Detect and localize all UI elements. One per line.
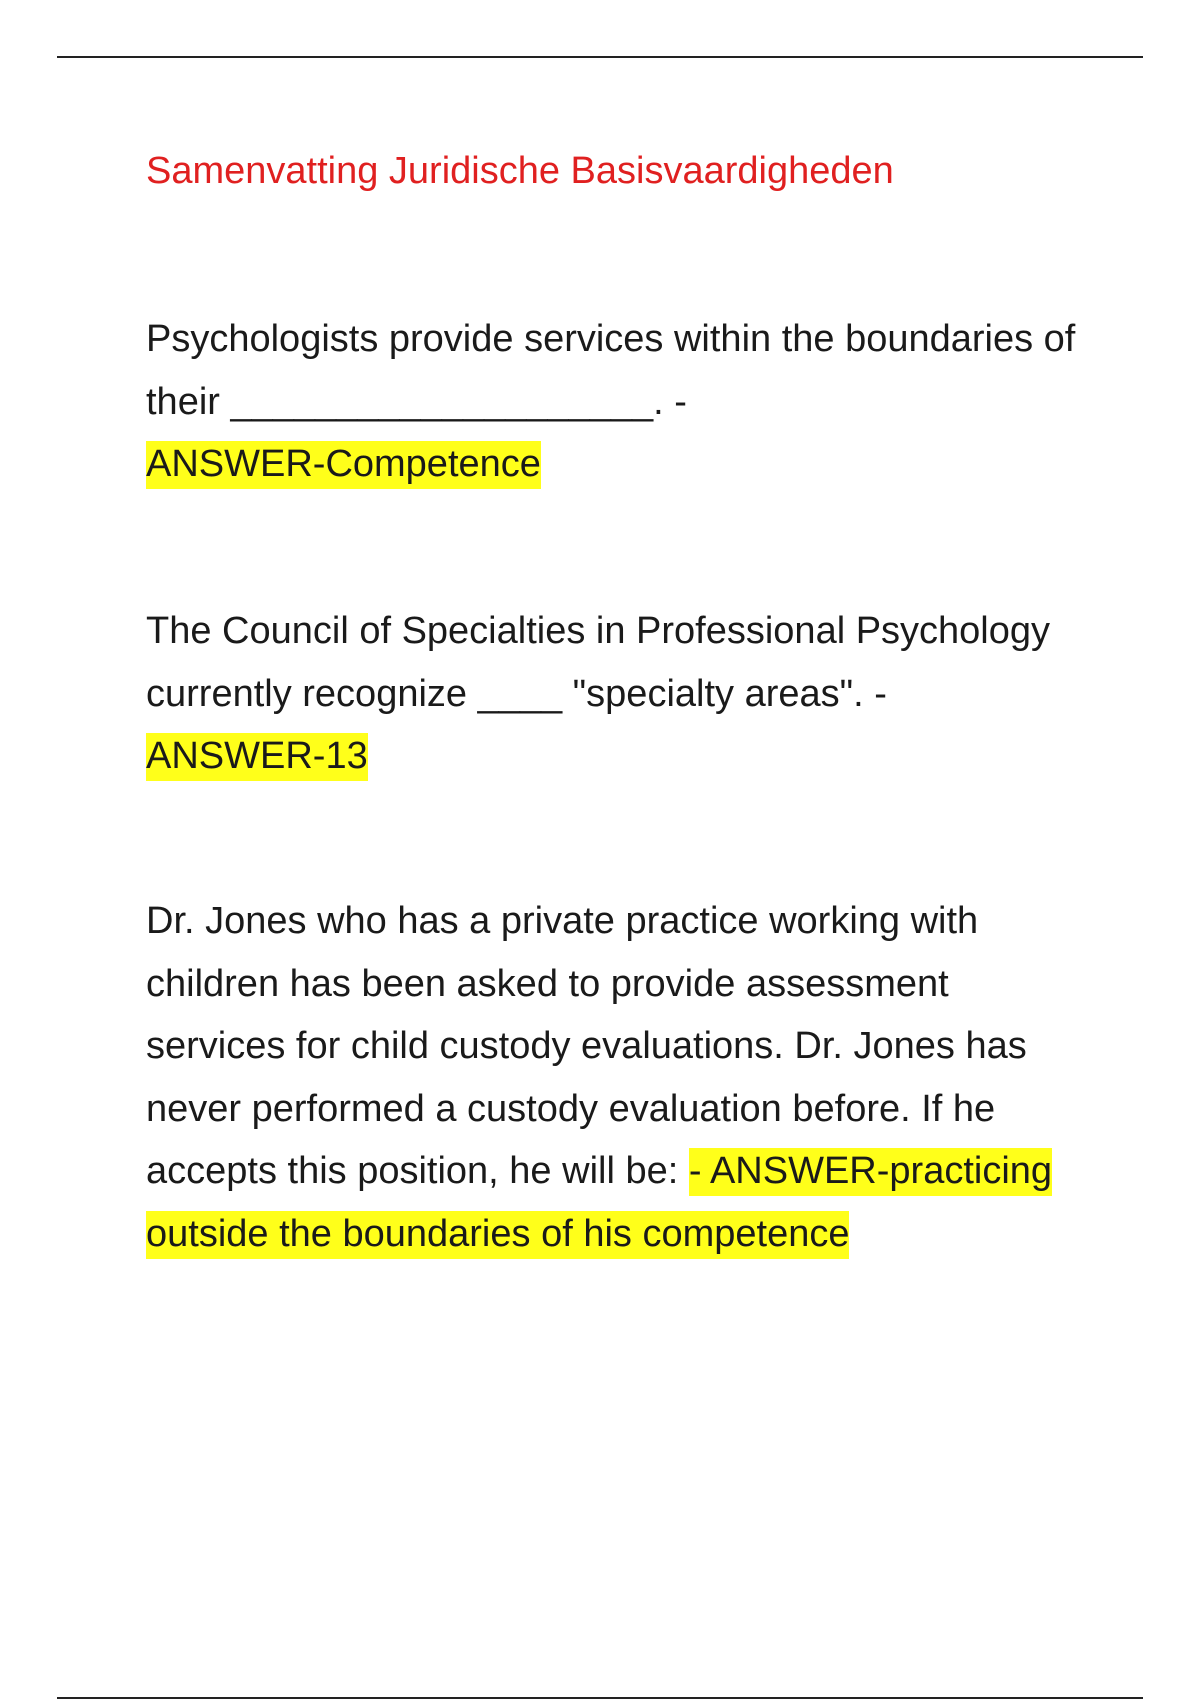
question-text: Dr. Jones who has a private practice working with children has been asked to provide assessment services for child custody evaluations. Dr. Jones has never performed a custody evaluation before. If he accepts this position, he will be: [146, 900, 1027, 1192]
qa-item [146, 308, 1096, 496]
answer-highlight: - ANSWER-practicing outside the boundaries of his competence [146, 1148, 1052, 1259]
document-title: Samenvatting Juridische Basisvaardigheden [146, 150, 894, 192]
question-text: Psychologists provide services within the boundaries of their ____________________. - [146, 318, 1076, 423]
answer-highlight: ANSWER-Competence [146, 441, 541, 489]
question-text: The Council of Specialties in Professional Psychology currently recognize ____ "specialty areas". - [146, 610, 1051, 715]
qa-item [146, 890, 1096, 1265]
qa-item [146, 600, 1096, 788]
answer-highlight: ANSWER-13 [146, 733, 368, 781]
bottom-rule [57, 1697, 1143, 1699]
top-rule [57, 56, 1143, 58]
